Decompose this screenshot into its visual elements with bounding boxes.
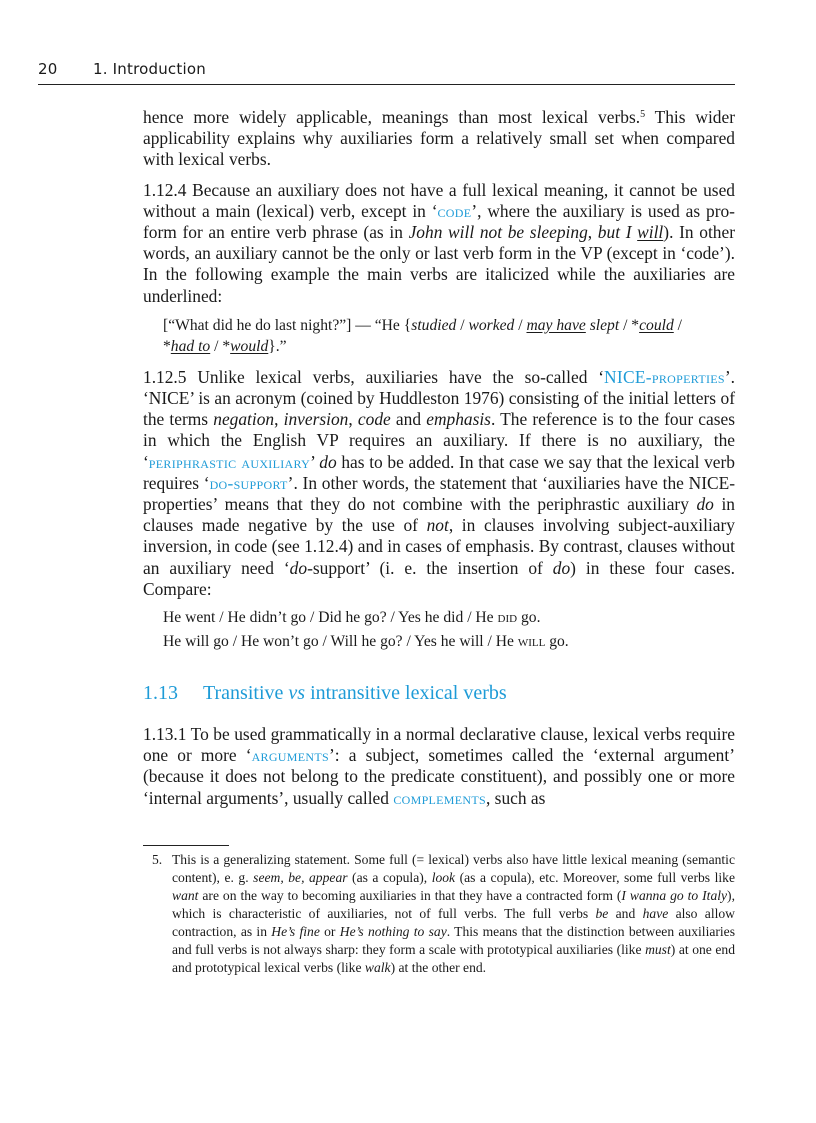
paragraph-number: 1.12.4 [143,179,187,200]
paragraph-number: 1.13.1 [143,724,187,745]
paragraph-1: hence more widely applicable, meanings than most lexical verbs.$^5$ This wider applicability explains why auxiliaries form a relatively small set when compared with lexical verbs. [143,107,735,170]
term-code: code [437,200,472,221]
paragraph-1-12-5: 1.12.5 Unlike lexical verbs, auxiliaries have the so-called ‘NICE-properties’. ‘NICE’ is an acronym (coined by Huddleston 1976) consisting of the initial letters of the terms negation, inversion, code and emphasis. The reference is to the four cases in which the English VP requires an auxiliary. If there is no auxiliary, the ‘periphrastic auxiliary’ do has to be added. In that case we say that the lexical verb requires ‘do-support’. In other words, the statement that ‘auxiliaries have the NICE-properties’ means that they do not combine with the periphrastic auxiliary do in clauses made negative by the use of not, in clauses involving subject-auxiliary inversion, in code (see 1.12.4) and in cases of emphasis. By contrast, clauses without an auxiliary need ‘do-support’ (i. e. the insertion of do) in these four cases. Compare: [143,366,735,599]
comparison-line: He went / He didn’t go / Did he go? / Yes he did / He did go. [163,609,541,627]
term-complements: complements [393,787,486,808]
paragraph-1-13-1: 1.13.1 To be used grammatically in a normal declarative clause, lexical verbs require one or more ‘arguments’: a subject, sometimes called the ‘external argument’ (because it does not belong to the predicate constituent), and possibly one or more ‘internal arguments’, usually called complements, such as [143,724,735,808]
footnote-ref[interactable]: 5 [640,109,646,120]
footnote-text: This is a generalizing statement. Some full (= lexical) verbs also have little lexical meaning (semantic content), e. g. seem, be, appear (as a copula), look (as a copula), etc. Moreover, some full verbs like want are on the way to becoming auxiliaries in that they have a contracted form (I wanna go to Italy), which is characteristic of auxiliaries, not of full verbs. The full verbs be and have also allow contraction, as in He’s fine or He’s nothing to say. This means that the distinction between auxiliaries and full verbs is not always sharp: they form a scale with prototypical auxiliaries (like must) at one end and prototypical lexical verbs (like walk) at the other end. [172,852,736,975]
paragraph-number: 1.12.5 [143,366,187,387]
running-header [38,58,735,85]
footnote-rule [143,845,229,846]
term-do-support: do-support [209,472,288,493]
term-arguments: arguments [251,745,329,766]
chapter-title: 1. Introduction [93,60,206,78]
section-heading: 1.13 Transitive vs intransitive lexical verbs [143,682,507,705]
page-number: 20 [38,60,58,78]
section-number: 1.13 [143,682,178,705]
example-block: [“What did he do last night?”] — “He {studied / worked / may have slept / *could / *had to / *would}.” [163,316,682,355]
footnote-5 [152,851,735,977]
comparison-examples [163,606,735,654]
term-periphrastic-auxiliary: periphrastic auxiliary [148,451,311,472]
comparison-line: He will go / He won’t go / Will he go? / Yes he will / He will go. [163,633,569,651]
term-nice-properties: NICE-properties [604,366,725,387]
paragraph-1-12-4: 1.12.4 Because an auxiliary does not have a full lexical meaning, it cannot be used without a main (lexical) verb, except in ‘code’, where the auxiliary is used as pro-form for an entire verb phrase (as in John will not be sleeping, but I will). In other words, an auxiliary cannot be the only or last verb form in the VP (except in ‘code’). In the following example the main verbs are italicized while the auxiliaries are underlined: [143,179,735,306]
footnote-number: 5. [152,852,163,867]
body-text [143,104,735,809]
